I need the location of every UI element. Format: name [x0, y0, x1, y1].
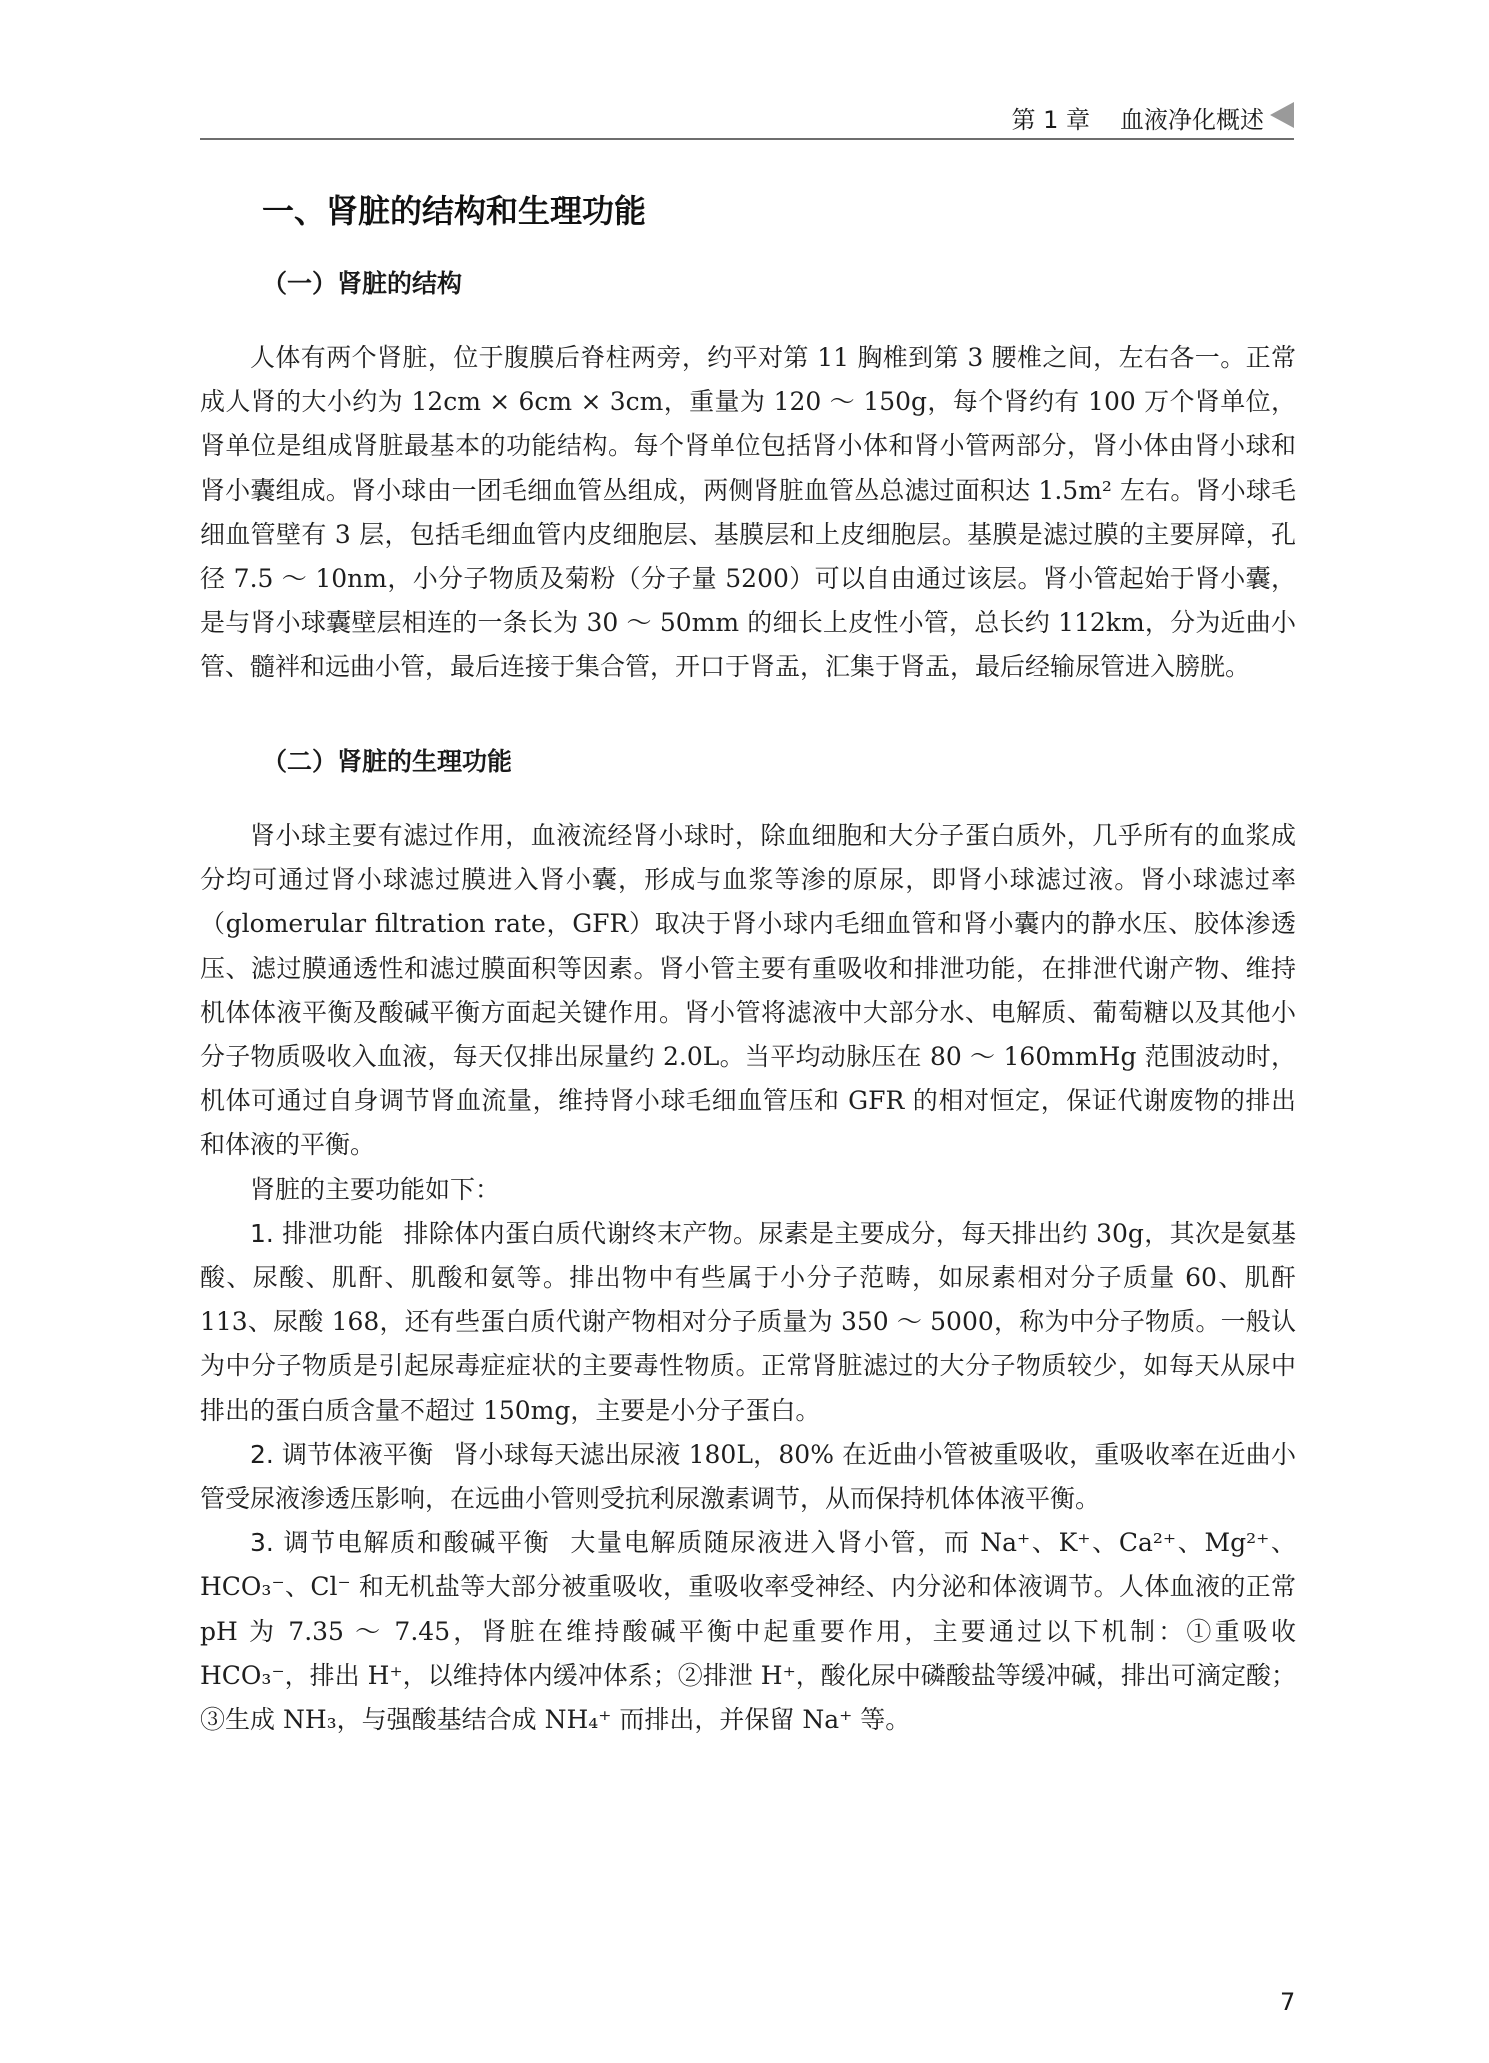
section-title: 一、肾脏的结构和生理功能: [262, 192, 647, 230]
structure-paragraph-block: [200, 336, 1296, 690]
chapter-title: 血液净化概述: [1120, 106, 1264, 134]
item-title: 3. 调节电解质和酸碱平衡: [250, 1528, 551, 1558]
item-title: 1. 排泄功能: [250, 1218, 384, 1248]
item-text: 排除体内蛋白质代谢终末产物。尿素是主要成分，每天排出约 30g，其次是氨基酸、尿酸、肌酐、肌酸和氨等。排出物中有些属于小分子范畴，如尿素相对分子质量 60、肌酐 113、尿酸 168，还有些蛋白质代谢产物相对分子质量为 350 ～ 5000，称为中分子物质。一般认为中分子物质是引起尿毒症症状的主要毒性物质。正常肾脏滤过的大分子物质较少，如每天从尿中排出的蛋白质含量不超过 150mg，主要是小分子蛋白。: [200, 1218, 1296, 1425]
item-text: 大量电解质随尿液进入肾小管，而 Na⁺、K⁺、Ca²⁺、Mg²⁺、HCO₃⁻、Cl⁻ 和无机盐等大部分被重吸收，重吸收率受神经、内分泌和体液调节。人体血液的正常 pH 为 7.35 ～ 7.45，肾脏在维持酸碱平衡中起重要作用，主要通过以下机制：①重吸收 HCO₃⁻，排出 H⁺，以维持体内缓冲体系；②排泄 H⁺，酸化尿中磷酸盐等缓冲碱，排出可滴定酸；③生成 NH₃，与强酸基结合成 NH₄⁺ 而排出，并保留 Na⁺ 等。: [200, 1528, 1296, 1735]
function-item-electrolyte: [200, 1521, 1296, 1742]
function-intro: 肾脏的主要功能如下：: [250, 1174, 501, 1204]
running-header: [200, 98, 1294, 140]
subsection-heading-function: （二）肾脏的生理功能: [262, 747, 513, 776]
item-text: 肾小球每天滤出尿液 180L，80% 在近曲小管被重吸收，重吸收率在近曲小管受尿液渗透压影响，在远曲小管则受抗利尿激素调节，从而保持机体体液平衡。: [200, 1439, 1296, 1514]
running-head-text: [1011, 100, 1264, 135]
function-item-excretion: [200, 1212, 1296, 1433]
structure-paragraph: 人体有两个肾脏，位于腹膜后脊柱两旁，约平对第 11 胸椎到第 3 腰椎之间，左右各一。正常成人肾的大小约为 12cm × 6cm × 3cm，重量为 120 ～ 150g，每个肾约有 100 万个肾单位，肾单位是组成肾脏最基本的功能结构。每个肾单位包括肾小体和肾小管两部分，肾小体由肾小球和肾小囊组成。肾小球由一团毛细血管丛组成，两侧肾脏血管丛总滤过面积达 1.5m² 左右。肾小球毛细血管壁有 3 层，包括毛细血管内皮细胞层、基膜层和上皮细胞层。基膜是滤过膜的主要屏障，孔径 7.5 ～ 10nm，小分子物质及菊粉（分子量 5200）可以自由通过该层。肾小管起始于肾小囊，是与肾小球囊壁层相连的一条长为 30 ～ 50mm 的细长上皮性小管，总长约 112km，分为近曲小管、髓袢和远曲小管，最后连接于集合管，开口于肾盂，汇集于肾盂，最后经输尿管进入膀胱。: [200, 343, 1296, 682]
page-number: 7: [1280, 1988, 1296, 2016]
header-triangle-icon: [1270, 102, 1294, 128]
chapter-number: 第 1 章: [1011, 106, 1090, 134]
item-title: 2. 调节体液平衡: [250, 1439, 434, 1469]
function-paragraph-block: [200, 814, 1296, 1742]
subsection-heading-structure: （一）肾脏的结构: [262, 269, 463, 298]
function-paragraph: 肾小球主要有滤过作用，血液流经肾小球时，除血细胞和大分子蛋白质外，几乎所有的血浆成分均可通过肾小球滤过膜进入肾小囊，形成与血浆等渗的原尿，即肾小球滤过液。肾小球滤过率（glomerular filtration rate，GFR）取决于肾小球内毛细血管和肾小囊内的静水压、胶体渗透压、滤过膜通透性和滤过膜面积等因素。肾小管主要有重吸收和排泄功能，在排泄代谢产物、维持机体体液平衡及酸碱平衡方面起关键作用。肾小管将滤液中大部分水、电解质、葡萄糖以及其他小分子物质吸收入血液，每天仅排出尿量约 2.0L。当平均动脉压在 80 ～ 160mmHg 范围波动时，机体可通过自身调节肾血流量，维持肾小球毛细血管压和 GFR 的相对恒定，保证代谢废物的排出和体液的平衡。: [200, 821, 1296, 1160]
function-item-fluid: [200, 1433, 1296, 1521]
